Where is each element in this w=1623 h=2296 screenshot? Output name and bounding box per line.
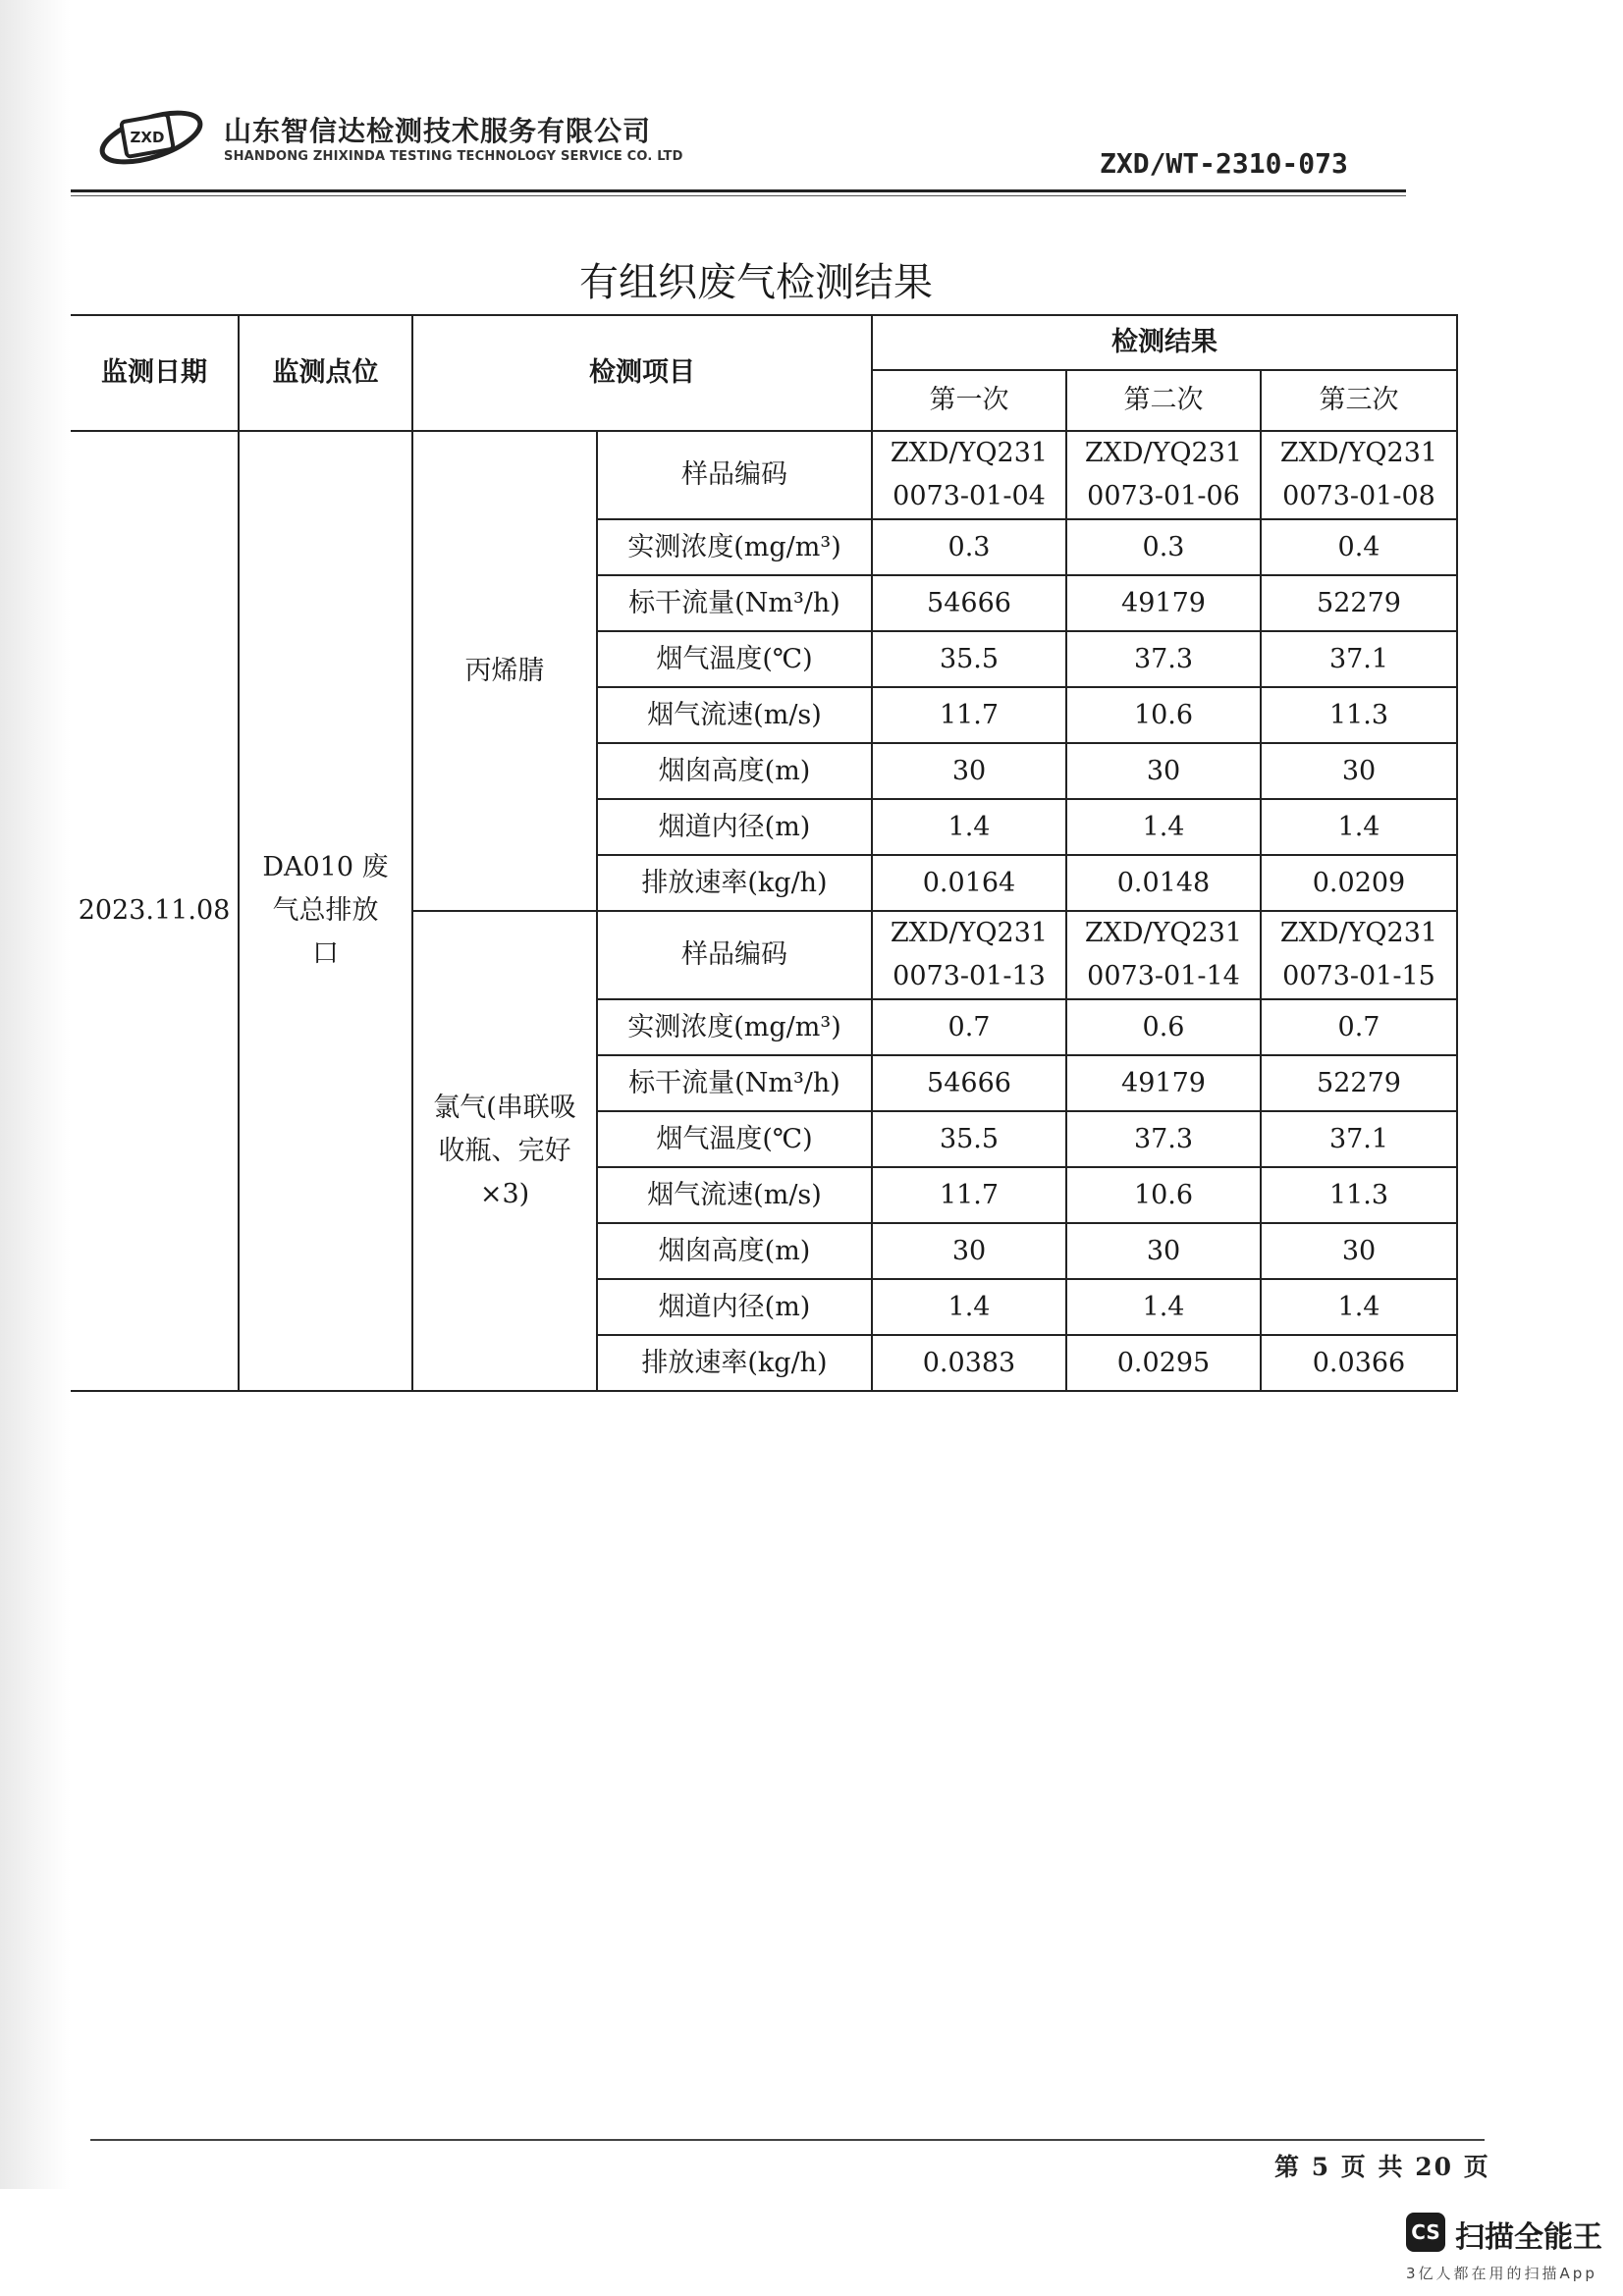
group-name-line: 氯气(串联吸 [433, 1092, 576, 1123]
value-cell: 11.7 [872, 687, 1066, 743]
value-cell: 0.7 [1261, 999, 1457, 1055]
row-label: 烟气温度(℃) [597, 1111, 872, 1167]
results-table [71, 314, 1458, 1392]
value-cell: 30 [1261, 1223, 1457, 1279]
value-cell: 35.5 [872, 631, 1066, 687]
row-label: 烟气温度(℃) [597, 631, 872, 687]
value-cell: 1.4 [1066, 1279, 1261, 1335]
monitoring-date: 2023.11.08 [71, 431, 239, 1391]
camscanner-slogan: 3亿人都在用的扫描App [1406, 2265, 1597, 2282]
value-cell: 54666 [872, 575, 1066, 631]
group-name-line: ×3) [479, 1178, 530, 1209]
sample-code: ZXD/YQ231 0073-01-15 [1261, 911, 1457, 999]
company-name-cn: 山东智信达检测技术服务有限公司 [224, 115, 652, 147]
value-cell: 30 [1066, 743, 1261, 799]
value-cell: 11.3 [1261, 1167, 1457, 1223]
value-cell: 1.4 [1261, 799, 1457, 855]
header-run-1: 第一次 [872, 370, 1066, 431]
header-rule-thin [71, 195, 1406, 196]
row-label: 烟囱高度(m) [597, 743, 872, 799]
value-cell: 30 [1066, 1223, 1261, 1279]
header-result: 检测结果 [872, 315, 1457, 370]
svg-text:ZXD: ZXD [130, 129, 165, 146]
row-label: 烟气流速(m/s) [597, 687, 872, 743]
value-cell: 1.4 [1066, 799, 1261, 855]
value-cell: 1.4 [872, 1279, 1066, 1335]
page-title: 有组织废气检测结果 [579, 260, 933, 305]
page-number: 第 5 页 共 20 页 [1274, 2153, 1490, 2181]
value-cell: 0.0209 [1261, 855, 1457, 911]
value-cell: 52279 [1261, 1055, 1457, 1111]
group-name-line: 收瓶、完好 [438, 1135, 571, 1166]
value-cell: 10.6 [1066, 1167, 1261, 1223]
row-label: 烟囱高度(m) [597, 1223, 872, 1279]
value-cell: 37.1 [1261, 1111, 1457, 1167]
item-group-chlorine [412, 911, 597, 1391]
value-cell: 30 [1261, 743, 1457, 799]
point-line: DA010 废 [262, 852, 389, 882]
footer-rule [90, 2139, 1485, 2141]
value-cell: 0.0164 [872, 855, 1066, 911]
point-line: 气总排放 [272, 895, 379, 926]
camscanner-logo-icon: CS [1406, 2213, 1445, 2252]
sample-code: ZXD/YQ231 0073-01-14 [1066, 911, 1261, 999]
document-number: ZXD/WT-2310-073 [1100, 147, 1348, 180]
value-cell: 52279 [1261, 575, 1457, 631]
value-cell: 0.0148 [1066, 855, 1261, 911]
header-item: 检测项目 [412, 315, 872, 431]
group-name-line: 丙烯腈 [464, 655, 545, 686]
row-label: 排放速率(kg/h) [597, 1335, 872, 1391]
row-label: 排放速率(kg/h) [597, 855, 872, 911]
header-point: 监测点位 [239, 315, 412, 431]
row-label: 标干流量(Nm³/h) [597, 1055, 872, 1111]
value-cell: 0.3 [872, 519, 1066, 575]
header-date: 监测日期 [71, 315, 239, 431]
item-group-acrylonitrile [412, 431, 597, 911]
value-cell: 0.3 [1066, 519, 1261, 575]
row-label: 实测浓度(mg/m³) [597, 519, 872, 575]
value-cell: 49179 [1066, 1055, 1261, 1111]
sample-code: ZXD/YQ231 0073-01-04 [872, 431, 1066, 519]
value-cell: 11.3 [1261, 687, 1457, 743]
value-cell: 0.0366 [1261, 1335, 1457, 1391]
value-cell: 49179 [1066, 575, 1261, 631]
sample-code: ZXD/YQ231 0073-01-08 [1261, 431, 1457, 519]
row-label: 烟道内径(m) [597, 1279, 872, 1335]
header-rule [71, 189, 1406, 192]
value-cell: 30 [872, 743, 1066, 799]
value-cell: 0.0295 [1066, 1335, 1261, 1391]
row-label: 烟气流速(m/s) [597, 1167, 872, 1223]
value-cell: 1.4 [872, 799, 1066, 855]
sample-code: ZXD/YQ231 0073-01-13 [872, 911, 1066, 999]
row-label: 烟道内径(m) [597, 799, 872, 855]
row-label: 实测浓度(mg/m³) [597, 999, 872, 1055]
row-label: 样品编码 [597, 431, 872, 519]
row-label: 样品编码 [597, 911, 872, 999]
value-cell: 37.3 [1066, 1111, 1261, 1167]
header-run-2: 第二次 [1066, 370, 1261, 431]
camscanner-name: 扫描全能王 [1455, 2220, 1602, 2255]
scan-edge-shadow [0, 0, 71, 2189]
value-cell: 11.7 [872, 1167, 1066, 1223]
point-line: 口 [312, 938, 339, 969]
value-cell: 30 [872, 1223, 1066, 1279]
value-cell: 10.6 [1066, 687, 1261, 743]
value-cell: 0.0383 [872, 1335, 1066, 1391]
row-label: 标干流量(Nm³/h) [597, 575, 872, 631]
value-cell: 37.3 [1066, 631, 1261, 687]
monitoring-point [239, 431, 412, 1391]
company-logo [90, 98, 208, 177]
company-name-en: SHANDONG ZHIXINDA TESTING TECHNOLOGY SERVICE CO. LTD [224, 149, 683, 164]
value-cell: 0.7 [872, 999, 1066, 1055]
header-run-3: 第三次 [1261, 370, 1457, 431]
value-cell: 37.1 [1261, 631, 1457, 687]
value-cell: 1.4 [1261, 1279, 1457, 1335]
sample-code: ZXD/YQ231 0073-01-06 [1066, 431, 1261, 519]
value-cell: 35.5 [872, 1111, 1066, 1167]
value-cell: 54666 [872, 1055, 1066, 1111]
value-cell: 0.6 [1066, 999, 1261, 1055]
value-cell: 0.4 [1261, 519, 1457, 575]
